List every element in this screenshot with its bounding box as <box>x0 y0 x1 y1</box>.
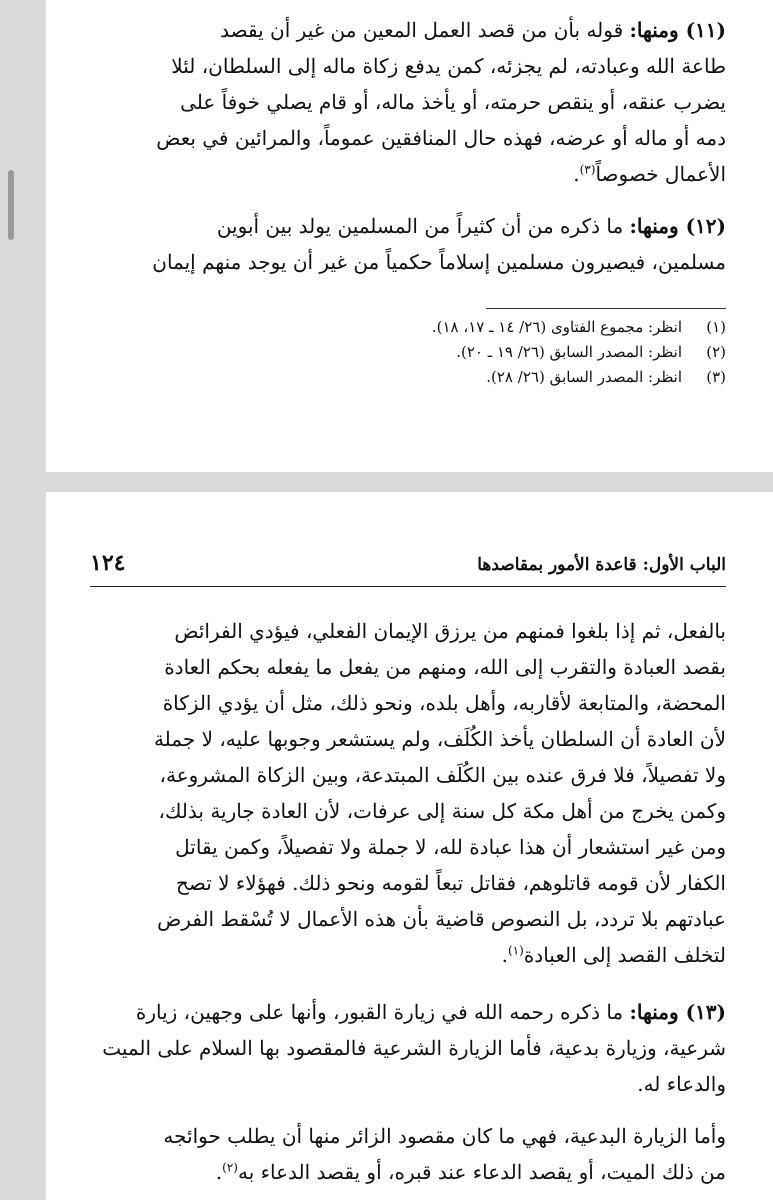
footnote-number: (٣) <box>706 368 726 386</box>
line-text: من ذلك الميت، أو يقصد الدعاء عند قبره، أو يقصد الدعاء به <box>237 1160 726 1184</box>
text-line: عبادتهم بلا تردد، بل النصوص قاضية بأن هذه الأعمال لا تُسْقط الفرض <box>157 907 726 931</box>
scrollbar-thumb[interactable] <box>8 170 14 240</box>
footnote-item <box>90 340 726 365</box>
line-end: . <box>573 162 580 186</box>
footnote-text: انظر: المصدر السابق (٢٦/ ٢٨). <box>486 368 682 386</box>
text-line: ومن غير استشعار أن هذا عبادة لله، لا جملة ولا تفصيلاً، وكمن يقاتل <box>175 835 726 859</box>
item-11-paragraph <box>90 12 726 192</box>
text-line: المحضة، والمتابعة لأقاربه، وأهل بلده، ونحو ذلك، مثل أن يؤدي الزكاة <box>162 691 726 715</box>
line-text: الأعمال خصوصاً <box>595 162 726 186</box>
text-line <box>90 208 726 244</box>
footnote-text: انظر: مجموع الفتاوى (٢٦/ ١٤ ـ ١٧، ١٨). <box>431 318 682 336</box>
item-lead: (١٢) ومنها: <box>629 214 726 238</box>
item-13-paragraph <box>90 994 726 1102</box>
footnote-text: انظر: المصدر السابق (٢٦/ ١٩ ـ ٢٠). <box>456 343 682 361</box>
line-text: قوله بأن من قصد العمل المعين من غير أن يقصد <box>220 18 624 42</box>
line-text: ما ذكره رحمه الله في زيارة القبور، وأنها على وجهين، زيارة <box>135 1000 624 1024</box>
text-line: وكمن يخرج من أهل مكة كل سنة إلى عرفات، لأن العادة جارية بذلك، <box>158 799 726 823</box>
footnote-ref[interactable]: (١) <box>507 943 524 958</box>
text-line: بالفعل، ثم إذا بلغوا فمنهم من يرزق الإيمان الفعلي، فيؤدي الفرائض <box>174 619 726 643</box>
text-line: دمه أو ماله أو عرضه، فهذه حال المنافقين عموماً، والمرائين في بعض <box>156 126 726 150</box>
text-line <box>90 1154 726 1190</box>
line-text: لتخلف القصد إلى العبادة <box>523 943 726 967</box>
item-lead: (١١) ومنها: <box>629 18 726 42</box>
footnote-item <box>90 365 726 390</box>
line-end: . <box>501 943 508 967</box>
item-12-paragraph <box>90 208 726 280</box>
text-line: وأما الزيارة البدعية، فهي ما كان مقصود الزائر منها أن يطلب حوائجه <box>163 1124 726 1148</box>
item-lead: (١٣) ومنها: <box>629 1000 726 1024</box>
text-line: يضرب عنقه، أو ينقص حرمته، أو يأخذ ماله، أو قام يصلي خوفاً على <box>180 90 726 114</box>
page-bottom <box>46 492 773 1200</box>
page-top <box>46 0 773 472</box>
bidah-visit-paragraph <box>90 1118 726 1190</box>
text-line: والدعاء له. <box>637 1072 726 1096</box>
text-line: مسلمين، فيصيرون مسلمين إسلاماً حكمياً من غير أن يوجد منهم إيمان <box>152 250 726 274</box>
line-text: ما ذكره من أن كثيراً من المسلمين يولد بين أبوين <box>216 214 624 238</box>
page-number: ١٢٤ <box>90 550 126 576</box>
footnote-ref[interactable]: (٣) <box>579 162 596 177</box>
text-line <box>90 12 726 48</box>
footnote-item <box>90 315 726 340</box>
footnote-number: (١) <box>706 318 726 336</box>
text-line: الكفار لأن قومه قاتلوهم، فقاتل تبعاً لقومه ونحو ذلك. فهؤلاء لا تصح <box>175 871 726 895</box>
continuation-paragraph <box>90 613 726 973</box>
footnote-divider <box>486 308 726 309</box>
line-end: . <box>215 1160 223 1184</box>
footnote-number: (٢) <box>706 343 726 361</box>
text-line <box>90 937 726 973</box>
text-line <box>90 156 726 192</box>
text-line: لأن العادة أن السلطان يأخذ الكُلَف، ولم يستشعر وجوبها عليه، لا جملة <box>153 727 726 751</box>
text-line <box>90 994 726 1030</box>
footnotes <box>90 315 726 390</box>
text-line: شرعية، وزيارة بدعية، فأما الزيارة الشرعية فالمقصود بها السلام على الميت <box>102 1036 726 1060</box>
text-line: بقصد العبادة والتقرب إلى الله، ومنهم من يفعل ما يفعله بحكم العادة <box>164 655 726 679</box>
chapter-title: الباب الأول: قاعدة الأمور بمقاصدها <box>477 555 726 575</box>
text-line: ولا تفصيلاً، فلا فرق عنده بين الكُلَف المبتدعة، وبين الزكاة المشروعة، <box>159 763 726 787</box>
footnote-ref[interactable]: (٢) <box>222 1160 238 1175</box>
running-header <box>90 550 726 587</box>
text-line: طاعة الله وعبادته، لم يجزئه، كمن يدفع زكاة ماله إلى السلطان، لئلا <box>171 54 726 78</box>
